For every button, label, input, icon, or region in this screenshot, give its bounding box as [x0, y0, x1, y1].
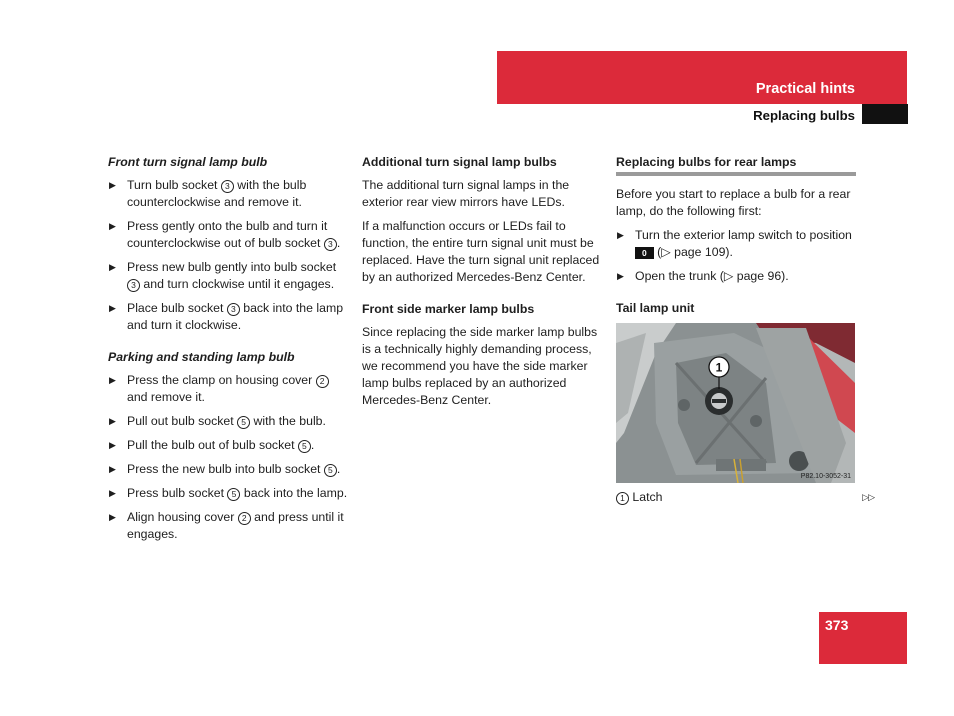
- callout-number: 5: [324, 464, 337, 477]
- paragraph: The additional turn signal lamps in the exterior rear view mirrors have LEDs.: [362, 178, 570, 209]
- step-marker-icon: ▶: [109, 221, 116, 231]
- step-item: ▶ Pull out bulb socket 5 with the bulb.: [109, 414, 326, 428]
- step-item: ▶ Press new bulb gently into bulb socket 3 and turn clockwise until it engages.: [109, 260, 337, 291]
- parking-lamp-heading: Parking and standing lamp bulb: [108, 350, 295, 364]
- paragraph: Since replacing the side marker lamp bulbs is a technically highly demanding process, we recommend you have the side marker lamp bulbs replaced by an authorized Mercedes-Benz Center.: [362, 325, 598, 407]
- switch-position-key: 0: [635, 247, 654, 259]
- callout-number: 1: [616, 492, 629, 505]
- step-item: ▶ Pull the bulb out of bulb socket 5 .: [109, 438, 315, 452]
- step-marker-icon: ▶: [109, 416, 116, 426]
- step-item: ▶ Open the trunk (▷ page 96).: [617, 269, 789, 283]
- additional-turn-signal-heading: Additional turn signal lamp bulbs: [362, 155, 557, 169]
- header-band: [497, 51, 907, 104]
- step-marker-icon: ▶: [109, 464, 116, 474]
- step-marker-icon: ▶: [109, 375, 116, 385]
- page-number: 373: [825, 617, 849, 633]
- step-marker-icon: ▶: [109, 440, 116, 450]
- column-right: [616, 154, 874, 506]
- paragraph: If a malfunction occurs or LEDs fail to function, the entire turn signal unit must be replaced. Have the turn signal unit replaced by an authorized Mercedes-Benz Center.: [362, 219, 600, 284]
- step-marker-icon: ▶: [109, 488, 116, 498]
- caption-text: Latch: [632, 490, 663, 504]
- step-item: ▶ Place bulb socket 3 back into the lamp and turn it clockwise.: [109, 301, 344, 332]
- rear-lamps-heading: Replacing bulbs for rear lamps: [616, 154, 856, 176]
- front-turn-signal-heading: Front turn signal lamp bulb: [108, 155, 268, 169]
- step-marker-icon: ▶: [109, 180, 116, 190]
- step-item: ▶ Align housing cover 2 and press until it engages.: [109, 510, 344, 541]
- photo-callout-label: 1: [715, 360, 723, 375]
- callout-number: 5: [227, 488, 240, 501]
- callout-number: 2: [238, 512, 251, 525]
- column-left: [108, 154, 348, 550]
- step-item: ▶ Turn bulb socket 3 with the bulb counterclockwise and remove it.: [109, 178, 307, 209]
- step-marker-icon: ▶: [109, 262, 116, 272]
- callout-number: 3: [127, 279, 140, 292]
- photo-reference-code: P82.10-3052-31: [800, 473, 851, 480]
- step-item: ▶ Press bulb socket 5 back into the lamp.: [109, 486, 348, 500]
- paragraph: Before you start to replace a bulb for a rear lamp, do the following first:: [616, 187, 851, 218]
- step-item: ▶ Turn the exterior lamp switch to position 0 (▷ page 109).: [617, 228, 852, 259]
- photo-caption: [616, 489, 874, 506]
- tail-lamp-heading: Tail lamp unit: [616, 301, 695, 315]
- page-number-box: [819, 612, 907, 664]
- step-item: ▶ Press the new bulb into bulb socket 5 .: [109, 462, 341, 476]
- tail-lamp-photo: [616, 323, 855, 483]
- step-marker-icon: ▶: [617, 271, 624, 281]
- subsection-tab: [862, 104, 908, 124]
- callout-number: 3: [221, 180, 234, 193]
- continued-icon: ▷▷: [862, 492, 874, 502]
- step-marker-icon: ▶: [617, 230, 624, 240]
- step-item: ▶ Press the clamp on housing cover 2 and remove it.: [108, 372, 348, 406]
- callout-number: 2: [316, 375, 329, 388]
- step-marker-icon: ▶: [109, 512, 116, 522]
- callout-number: 5: [237, 416, 250, 429]
- column-middle: [362, 154, 602, 416]
- callout-number: 5: [298, 440, 311, 453]
- tail-lamp-illustration: [616, 323, 855, 483]
- side-marker-heading: Front side marker lamp bulbs: [362, 302, 535, 316]
- section-title: Practical hints: [755, 81, 855, 97]
- step-item: ▶ Press gently onto the bulb and turn it counterclockwise out of bulb socket 3 .: [109, 219, 341, 250]
- step-marker-icon: ▶: [109, 303, 116, 313]
- subsection-title: Replacing bulbs: [753, 108, 855, 123]
- callout-number: 3: [227, 303, 240, 316]
- callout-number: 3: [324, 238, 337, 251]
